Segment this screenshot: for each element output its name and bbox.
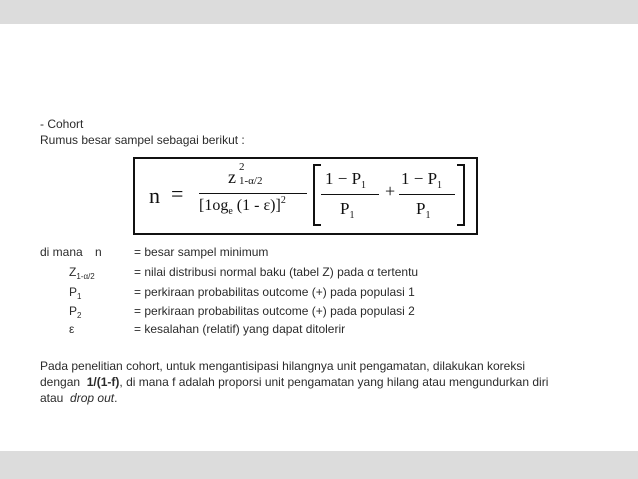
t2-num-text: 1 − P xyxy=(401,169,438,188)
term2-denominator xyxy=(416,199,430,219)
den-rest: (1 - ε)] xyxy=(236,197,281,214)
den-sub: e xyxy=(228,206,233,217)
drop-out-term: drop out xyxy=(70,391,115,405)
def-symbol-p1 xyxy=(69,284,81,302)
def-desc-epsilon: = kesalahan (relatif) yang dapat ditolerir xyxy=(134,322,346,336)
den-log: [1og xyxy=(199,197,229,214)
numerator-sub: 1-α/2 xyxy=(239,175,263,187)
denominator xyxy=(199,197,286,215)
def-sym: P xyxy=(69,304,78,318)
paragraph-line3 xyxy=(40,390,117,406)
t2-den-text: P xyxy=(416,199,426,218)
left-bracket xyxy=(313,164,321,226)
top-band xyxy=(0,0,638,24)
right-bracket xyxy=(457,164,465,226)
p2-pre: dengan xyxy=(40,375,84,389)
def-sym: Z xyxy=(69,265,77,279)
main-fraction-line xyxy=(199,193,307,194)
plus-sign: + xyxy=(385,181,396,201)
p3-post: . xyxy=(114,391,118,405)
formula-lhs: n xyxy=(149,183,160,208)
formula-equals: = xyxy=(171,181,184,206)
numerator-sup: 2 xyxy=(239,161,245,173)
bottom-band xyxy=(0,451,638,479)
def-sym: P xyxy=(69,285,78,299)
term2-numerator xyxy=(401,169,442,189)
t1-num-text: 1 − P xyxy=(325,169,362,188)
def-sub: 1-α/2 xyxy=(76,272,95,281)
p2-post: , di mana f adalah proporsi unit pengamatan yang hilang atau mengundurkan diri xyxy=(119,375,549,389)
p3-pre: atau xyxy=(40,391,67,405)
cohort-heading: - Cohort xyxy=(40,117,84,131)
t1-den-sub: 1 xyxy=(349,210,355,221)
formula-box xyxy=(133,157,478,235)
t2-num-sub: 1 xyxy=(437,180,443,191)
def-desc-p1: = perkiraan probabilitas outcome (+) pada populasi 1 xyxy=(134,285,415,299)
intro-text: Rumus besar sampel sebagai berikut : xyxy=(40,133,245,147)
t1-den-text: P xyxy=(340,199,350,218)
def-desc-p2: = perkiraan probabilitas outcome (+) pada populasi 2 xyxy=(134,304,415,318)
t1-num-sub: 1 xyxy=(361,180,367,191)
def-symbol-z xyxy=(69,264,95,282)
term1-numerator xyxy=(325,169,366,189)
term1-fraction-line xyxy=(321,194,379,195)
paragraph-line2 xyxy=(40,374,548,390)
term1-denominator xyxy=(340,199,354,219)
def-sym: ε xyxy=(69,322,75,336)
def-sub: 1 xyxy=(77,292,82,301)
definitions-lead: di mana xyxy=(40,245,83,259)
z-symbol: z xyxy=(228,167,236,187)
t2-den-sub: 1 xyxy=(425,210,431,221)
def-symbol-epsilon xyxy=(69,321,74,337)
def-sub: 2 xyxy=(77,311,82,320)
def-symbol-p2 xyxy=(69,303,81,321)
term2-fraction-line xyxy=(399,194,455,195)
def-symbol-n xyxy=(95,244,102,260)
den-sup: 2 xyxy=(280,195,286,206)
def-desc-z: = nilai distribusi normal baku (tabel Z) pada α tertentu xyxy=(134,265,419,279)
paragraph-line1: Pada penelitian cohort, untuk mengantisipasi hilangnya unit pengamatan, dilakukan koreksi xyxy=(40,359,525,373)
def-sym: n xyxy=(95,245,102,259)
numerator-z xyxy=(228,167,236,188)
def-desc-n: = besar sampel minimum xyxy=(134,245,269,259)
correction-factor: 1/(1-f) xyxy=(86,375,120,389)
